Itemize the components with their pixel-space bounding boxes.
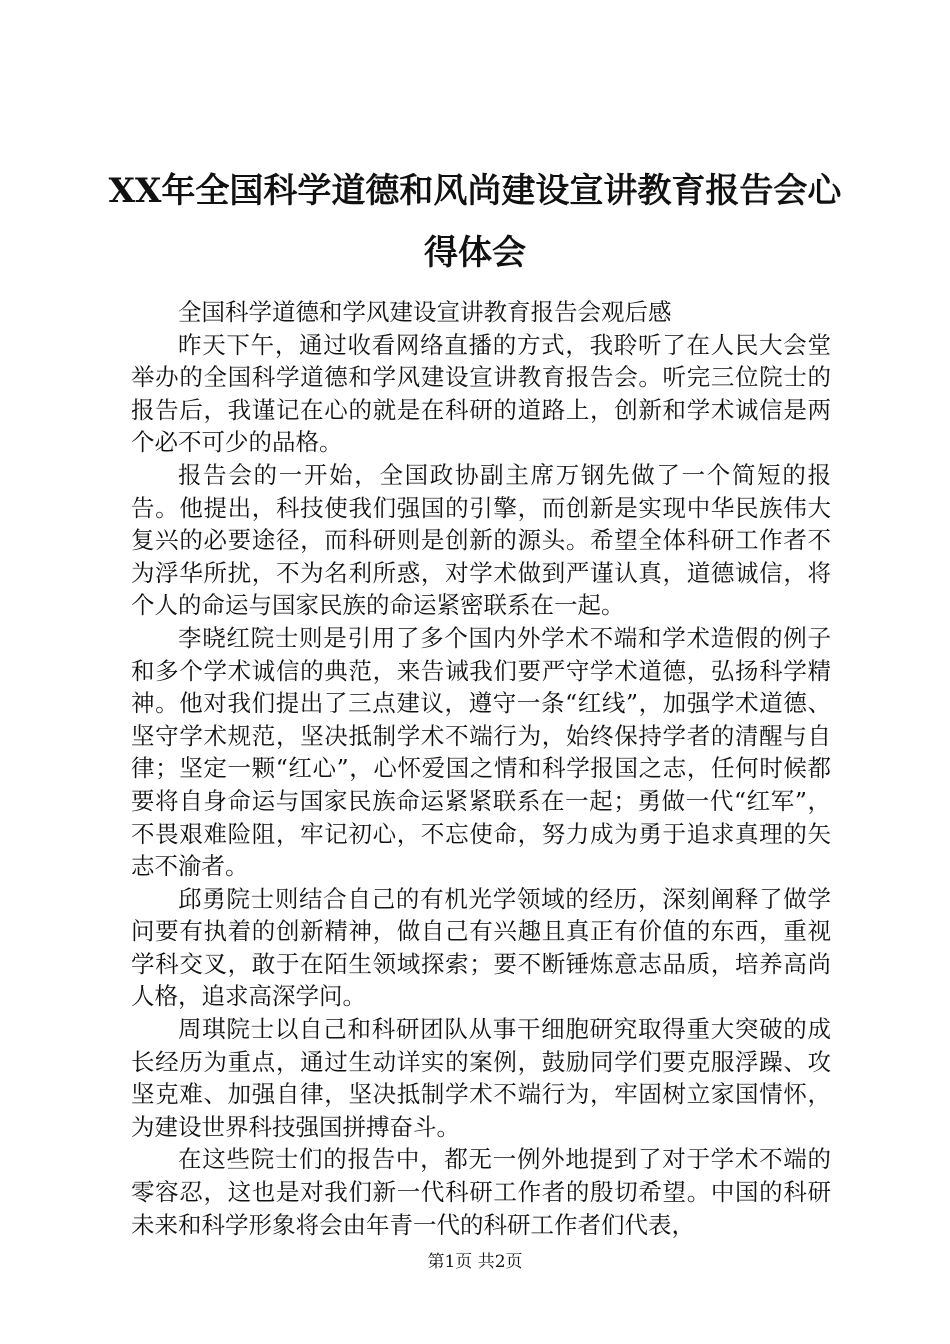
paragraph: 在这些院士们的报告中，都无一例外地提到了对于学术不端的零容忍，这也是对我们新一代科研工作者的殷切希望。中国的科研未来和科学形象将会由年青一代的科研工作者们代表，	[131, 1145, 831, 1239]
paragraph: 周琪院士以自己和科研团队从事干细胞研究取得重大突破的成长经历为重点，通过生动详实的案例，鼓励同学们要克服浮躁、攻坚克难、加强自律，坚决抵制学术不端行为，牢固树立家国情怀，为建设世界科技强国拼搏奋斗。	[131, 1015, 831, 1141]
page-number-footer: 第1页 共2页	[427, 1252, 523, 1272]
document-title: XX年全国科学道德和风尚建设宣讲教育报告会心得体会	[108, 171, 842, 273]
paragraph: 邱勇院士则结合自己的有机光学领域的经历，深刻阐释了做学问要有执着的创新精神，做自己有兴趣且真正有价值的东西，重视学科交叉，敢于在陌生领域探索；要不断锤炼意志品质，培养高尚人格，追求高深学问。	[131, 884, 831, 1011]
paragraph: 李晓红院士则是引用了多个国内外学术不端和学术造假的例子和多个学术诚信的典范，来告诫我们要严守学术道德，弘扬科学精神。他对我们提出了三点建议，遵守一条“红线”，加强学术道德、坚守学术规范，坚决抵制学术不端行为，始终保持学者的清醒与自律；坚定一颗“红心”，心怀爱国之情和科学报国之志，任何时候都要将自身命运与国家民族命运紧紧联系在一起；勇做一代“红军”，不畏艰难险阻，牢记初心，不忘使命，努力成为勇于追求真理的矢志不渝者。	[131, 623, 831, 881]
paragraph: 报告会的一开始，全国政协副主席万钢先做了一个简短的报告。他提出，科技使我们强国的引擎，而创新是实现中华民族伟大复兴的必要途径，而科研则是创新的源头。希望全体科研工作者不为浮华所扰，不为名利所惑，对学术做到严谨认真，道德诚信，将个人的命运与国家民族的命运紧密联系在一起。	[131, 460, 831, 620]
document-subtitle: 全国科学道德和学风建设宣讲教育报告会观后感	[178, 298, 672, 326]
paragraph: 昨天下午，通过收看网络直播的方式，我聆听了在人民大会堂举办的全国科学道德和学风建设宣讲教育报告会。听完三位院士的报告后，我谨记在心的就是在科研的道路上，创新和学术诚信是两个必不可少的品格。	[131, 330, 831, 457]
document-body	[131, 296, 831, 1241]
